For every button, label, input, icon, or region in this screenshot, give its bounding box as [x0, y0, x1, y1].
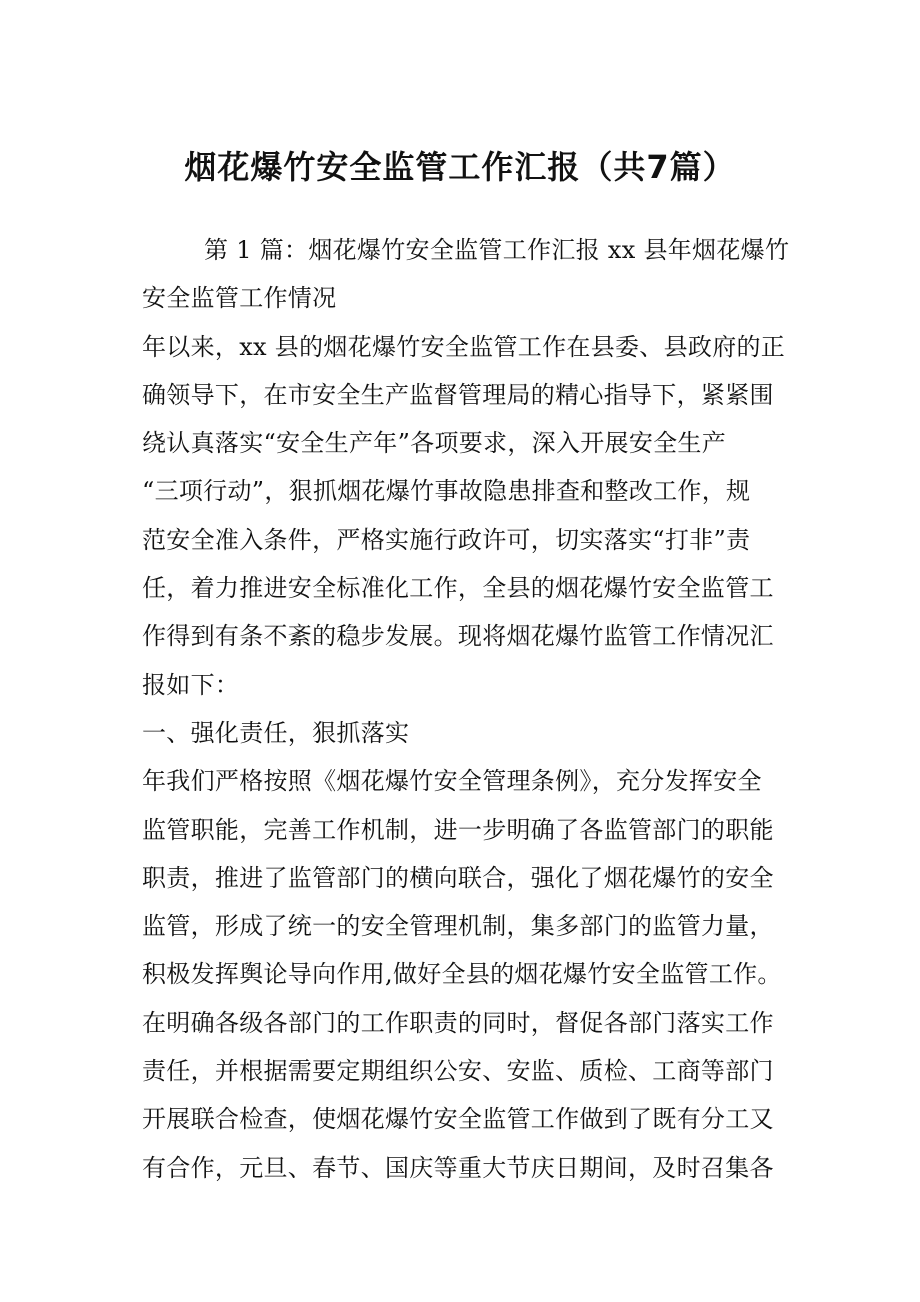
text-line: 在明确各级各部门的工作职责的同时，督促各部门落实工作 [142, 1008, 774, 1037]
text-line: 责任，并根据需要定期组织公安、安监、质检、工商等部门 [142, 1057, 774, 1086]
text-line: 监管，形成了统一的安全管理机制，集多部门的监管力量， [142, 912, 774, 941]
text-line: 安全监管工作情况 [142, 284, 337, 313]
text-line: 积极发挥舆论导向作用,做好全县的烟花爆竹安全监管工作。 [142, 960, 782, 989]
text-line: 第 1 篇：烟花爆竹安全监管工作汇报 xx 县年烟花爆竹 [204, 236, 790, 264]
text-line: 任，着力推进安全标准化工作，全县的烟花爆竹安全监管工 [142, 574, 774, 603]
text-line: 开展联合检查，使烟花爆竹安全监管工作做到了既有分工又 [142, 1105, 774, 1134]
document-title: 烟花爆竹安全监管工作汇报（共7篇） [184, 148, 736, 186]
text-line: 监管职能，完善工作机制，进一步明确了各监管部门的职能 [142, 815, 774, 844]
text-line: “三项行动”，狠抓烟花爆竹事故隐患排查和整改工作，规 [142, 477, 751, 506]
section-heading: 一、强化责任，狠抓落实 [142, 718, 410, 747]
text-line: 年我们严格按照《烟花爆竹安全管理条例》，充分发挥安全 [142, 767, 762, 796]
text-line: 有合作，元旦、春节、国庆等重大节庆日期间，及时召集各 [142, 1153, 774, 1182]
text-line: 作得到有条不紊的稳步发展。现将烟花爆竹监管工作情况汇 [142, 622, 774, 651]
text-line: 确领导下，在市安全生产监督管理局的精心指导下，紧紧围 [142, 380, 774, 409]
document-body [142, 226, 792, 1192]
text-line: 范安全准入条件，严格实施行政许可，切实落实“打非”责 [142, 525, 751, 554]
text-line: 绕认真落实“安全生产年”各项要求，深入开展安全生产 [142, 429, 727, 458]
text-line: 职责，推进了监管部门的横向联合，强化了烟花爆竹的安全 [142, 863, 774, 892]
text-line: 年以来，xx 县的烟花爆竹安全监管工作在县委、县政府的正 [142, 332, 786, 361]
text-line: 报如下： [142, 670, 240, 699]
